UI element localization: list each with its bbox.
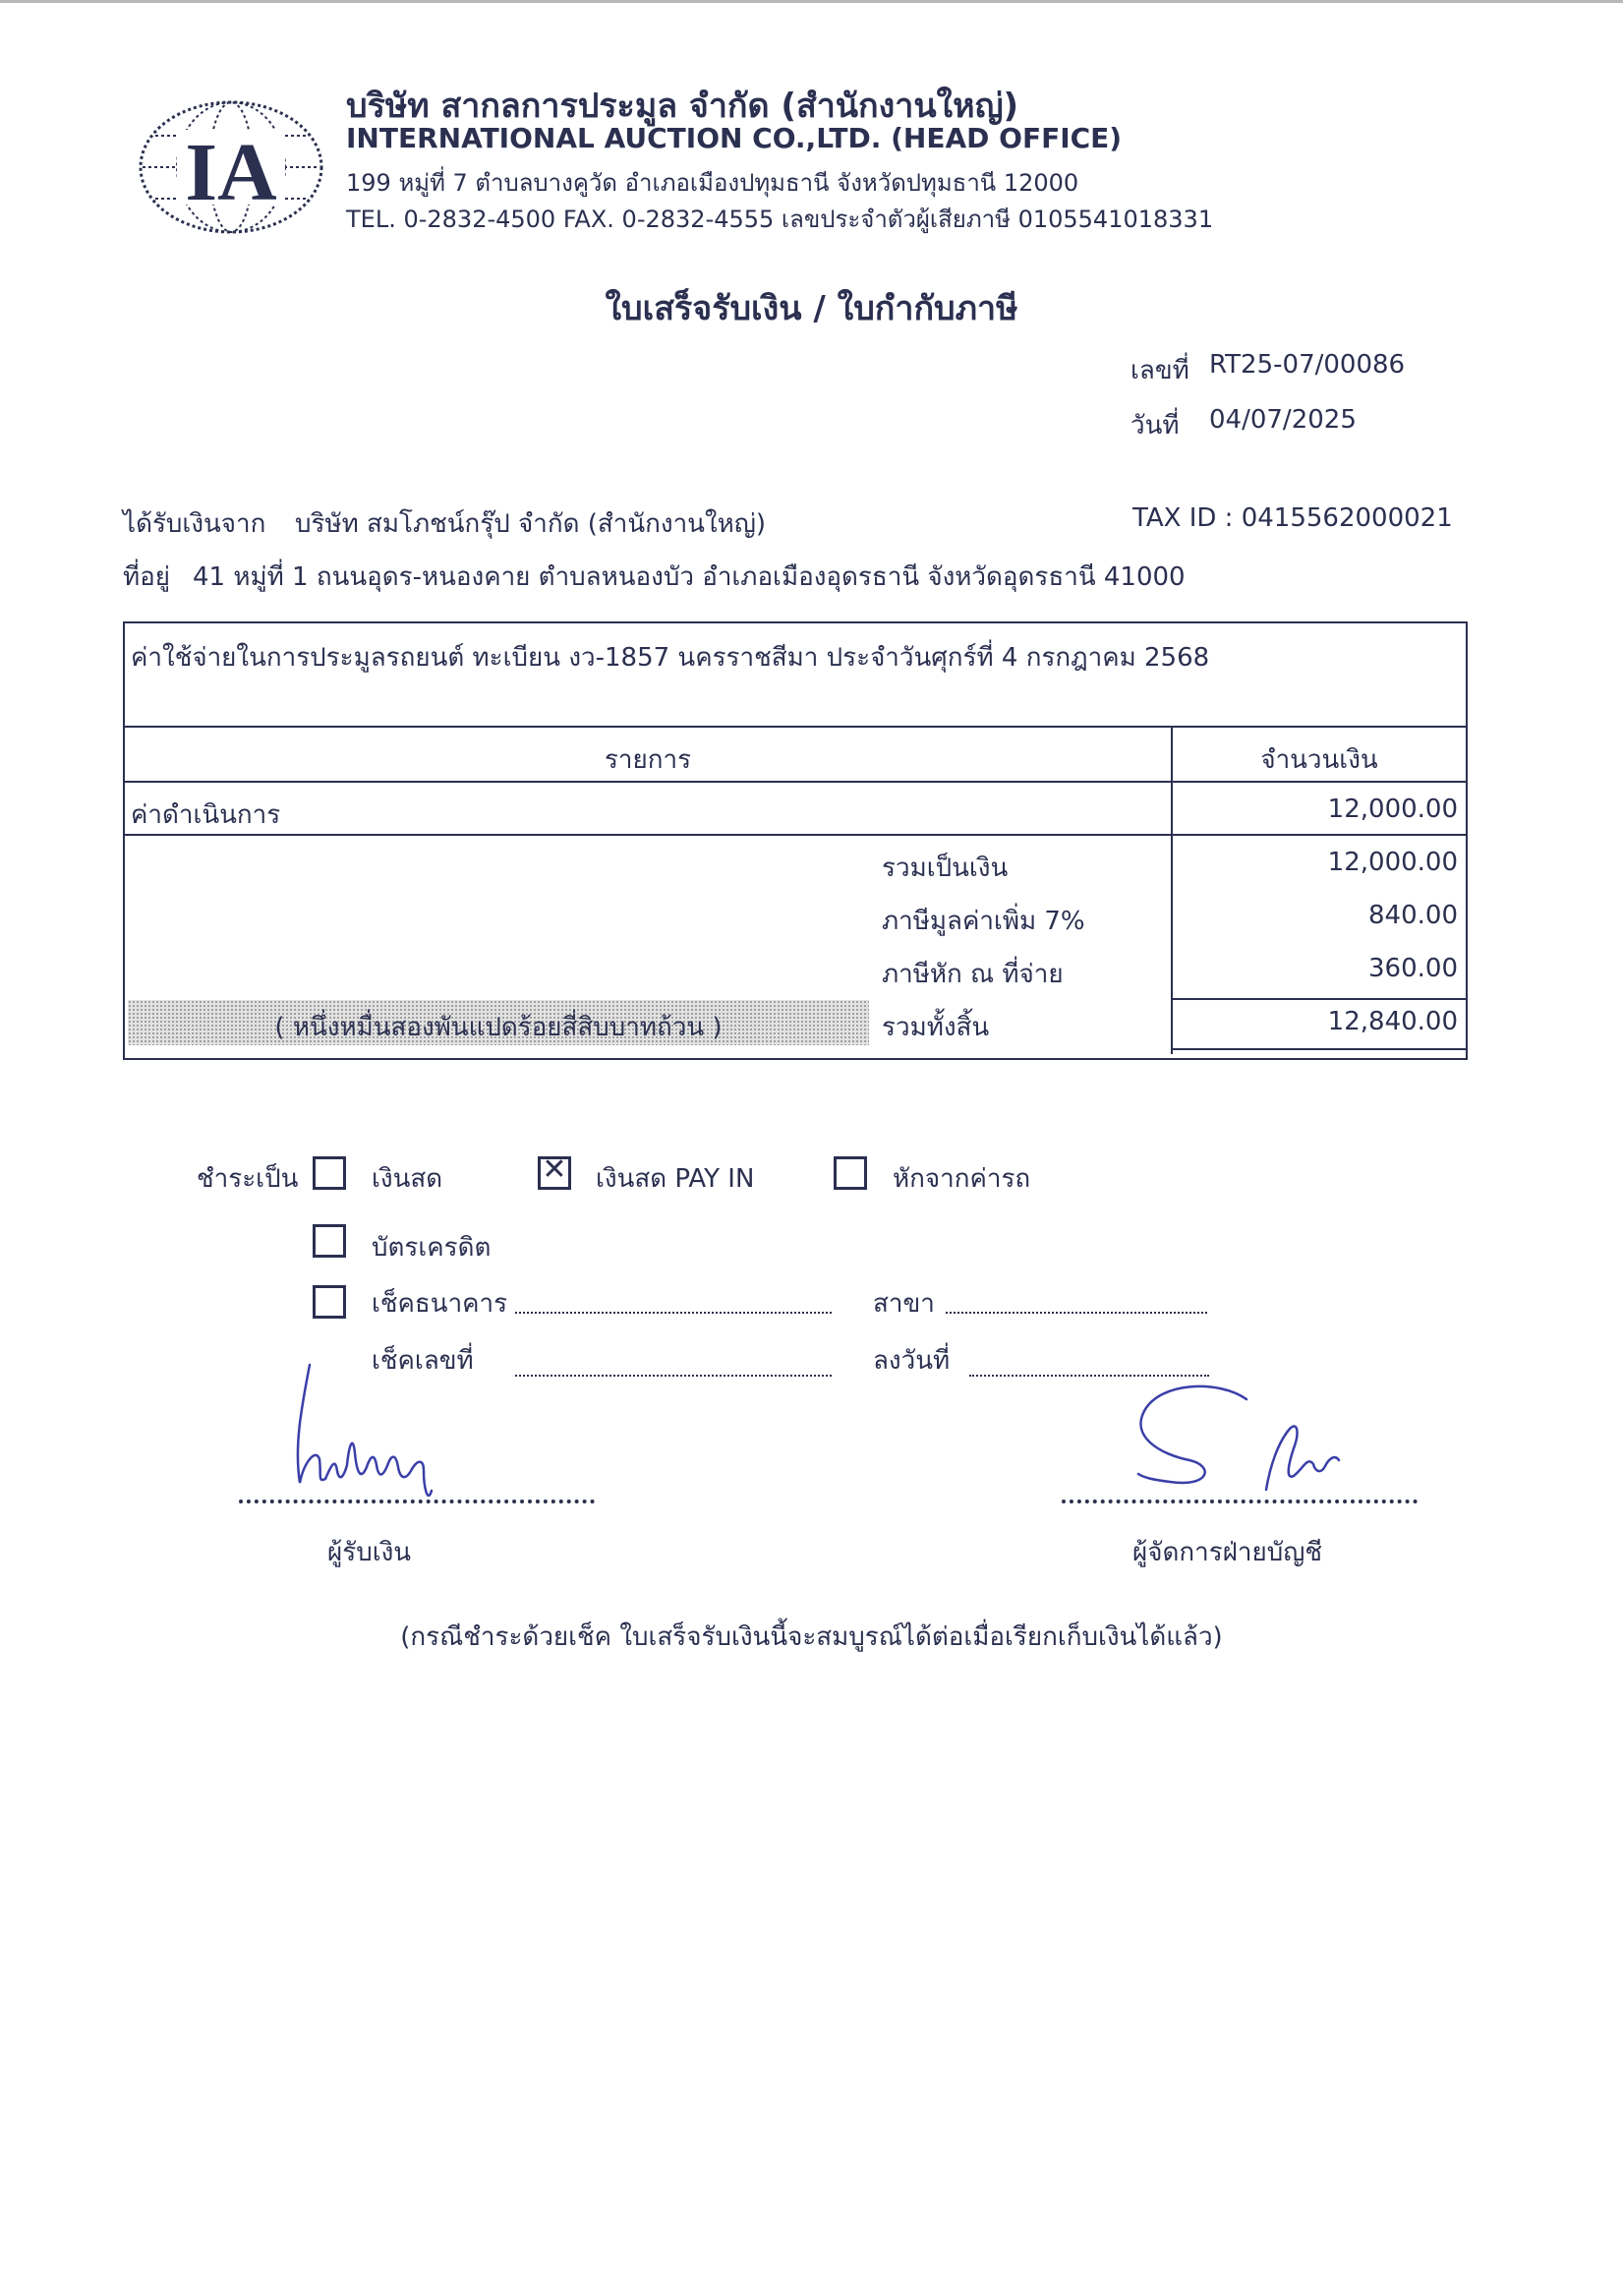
cash-payin-label: เงินสด PAY IN (596, 1164, 755, 1194)
receipt-date-label: วันที่ (1130, 411, 1180, 441)
branch-label: สาขา (873, 1289, 935, 1319)
column-header-item: รายการ (604, 745, 692, 775)
receipt-number-label: เลขที่ (1130, 356, 1189, 385)
receiver-signature (280, 1357, 467, 1504)
customer-tax-id: TAX ID : 0415562000021 (1132, 503, 1453, 533)
vat-amount: 840.00 (1368, 901, 1458, 930)
credit-card-checkbox[interactable] (313, 1224, 346, 1258)
pay-by-label: ชำระเป็น (197, 1164, 299, 1194)
received-from-label: ได้รับเงินจาก (123, 509, 266, 539)
check-mark-icon: ✕ (542, 1152, 567, 1187)
cheque-date-label: ลงวันที่ (873, 1346, 951, 1376)
vat-label: ภาษีมูลค่าเพิ่ม 7% (882, 907, 1085, 936)
amount-in-words: ( หนึ่งหมื่นสองพันแปดร้อยสี่สิบบาทถ้วน ) (274, 1013, 723, 1042)
item-description: ค่าดำเนินการ (131, 800, 281, 830)
cash-checkbox[interactable] (313, 1156, 346, 1190)
address-label: ที่อยู่ (123, 562, 170, 592)
cash-payin-checkbox[interactable] (538, 1152, 571, 1190)
total-amount: 12,840.00 (1327, 1007, 1458, 1036)
receiver-signature-line (239, 1500, 595, 1503)
withholding-tax-amount: 360.00 (1368, 954, 1458, 983)
item-amount: 12,000.00 (1327, 795, 1458, 824)
bank-cheque-field[interactable] (515, 1312, 832, 1314)
customer-address: 41 หมู่ที่ 1 ถนนอุดร-หนองคาย ตำบลหนองบัว อำเภอเมืองอุดรธานี จังหวัดอุดรธานี 41000 (193, 562, 1186, 592)
total-label: รวมทั้งสิ้น (882, 1013, 990, 1042)
subtotal-amount: 12,000.00 (1327, 848, 1458, 877)
company-contact: TEL. 0-2832-4500 FAX. 0-2832-4555 เลขประจำตัวผู้เสียภาษี 0105541018331 (346, 206, 1214, 233)
table-description: ค่าใช้จ่ายในการประมูลรถยนต์ ทะเบียน งว-1857 นครราชสีมา ประจำวันศุกร์ที่ 4 กรกฎาคม 2568 (131, 643, 1210, 673)
branch-field[interactable] (946, 1312, 1207, 1314)
company-address: 199 หมู่ที่ 7 ตำบลบางคูวัด อำเภอเมืองปทุมธานี จังหวัดปทุมธานี 12000 (346, 169, 1079, 197)
receipt-number: RT25-07/00086 (1209, 350, 1406, 380)
cheque-note: (กรณีชำระด้วยเช็ค ใบเสร็จรับเงินนี้จะสมบูรณ์ได้ต่อเมื่อเรียกเก็บเงินได้แล้ว) (400, 1622, 1223, 1652)
column-header-amount: จำนวนเงิน (1260, 745, 1378, 775)
items-table (123, 621, 1468, 1060)
page-edge (0, 0, 1623, 3)
manager-label: ผู้จัดการฝ่ายบัญชี (1132, 1538, 1323, 1567)
company-logo (138, 98, 324, 236)
company-name-english: INTERNATIONAL AUCTION CO.,LTD. (HEAD OFFICE) (346, 122, 1123, 154)
manager-signature (1121, 1372, 1366, 1500)
customer-name: บริษัท สมโภชน์กรุ๊ป จำกัด (สำนักงานใหญ่) (295, 509, 767, 539)
receiver-label: ผู้รับเงิน (327, 1538, 412, 1567)
document-title: ใบเสร็จรับเงิน / ใบกำกับภาษี (605, 289, 1018, 328)
receipt-date: 04/07/2025 (1209, 405, 1357, 435)
credit-card-label: บัตรเครดิต (372, 1233, 492, 1263)
company-name-thai: บริษัท สากลการประมูล จำกัด (สำนักงานใหญ่) (346, 87, 1019, 126)
subtotal-label: รวมเป็นเงิน (882, 854, 1009, 883)
cash-label: เงินสด (372, 1164, 443, 1194)
cheque-number-field[interactable] (515, 1375, 832, 1377)
deduct-from-car-label: หักจากค่ารถ (893, 1164, 1031, 1194)
cheque-number-label: เช็คเลขที่ (372, 1346, 474, 1376)
deduct-from-car-checkbox[interactable] (834, 1156, 867, 1190)
bank-cheque-label: เช็คธนาคาร (372, 1289, 508, 1319)
logo-text: IA (185, 127, 277, 218)
bank-cheque-checkbox[interactable] (313, 1285, 346, 1319)
manager-signature-line (1062, 1500, 1418, 1503)
withholding-tax-label: ภาษีหัก ณ ที่จ่าย (882, 960, 1064, 989)
